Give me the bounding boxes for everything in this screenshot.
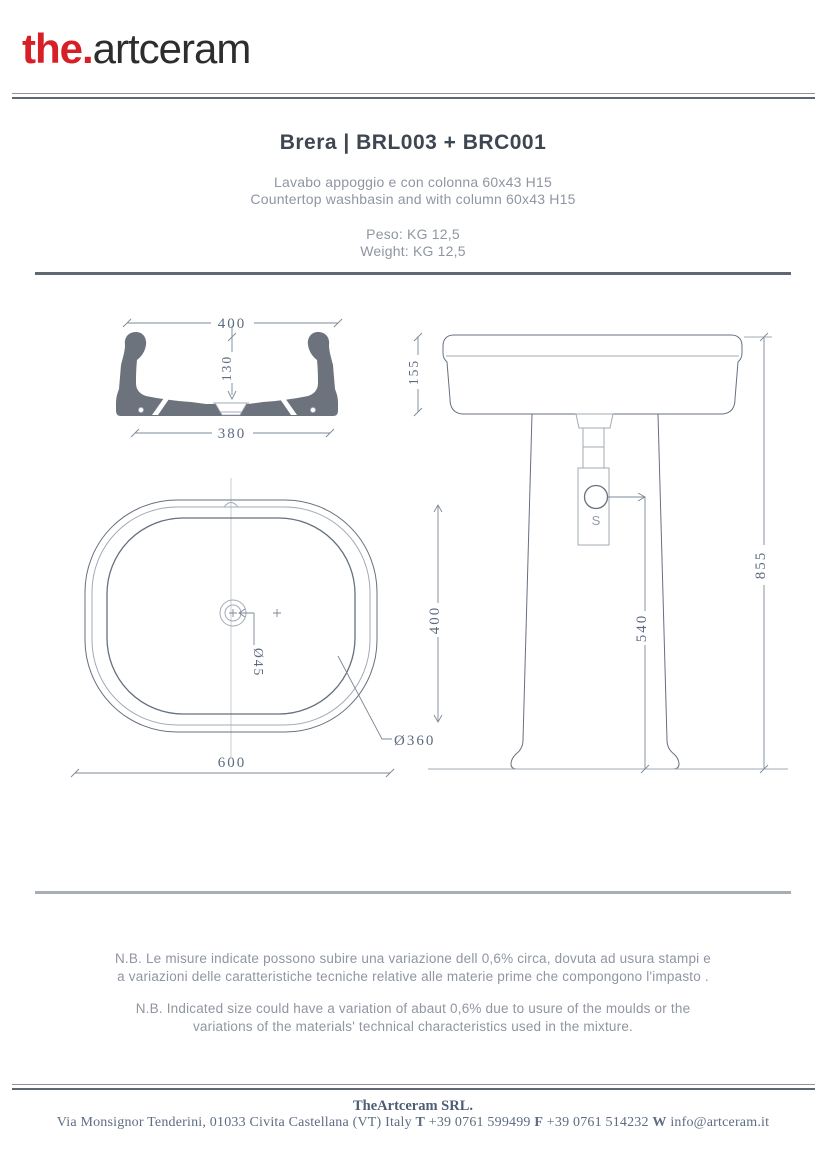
section-divider-bottom xyxy=(35,891,791,894)
footer-tel-value: +39 0761 599499 xyxy=(428,1115,531,1130)
product-subtitle-it: Lavabo appoggio e con colonna 60x43 H15 xyxy=(274,174,552,190)
front-pedestal-outline xyxy=(511,414,679,769)
dim-label-d45: Ø45 xyxy=(251,648,266,678)
note-it-line1: N.B. Le misure indicate possono subire una variazione dell 0,6% circa, dovuta ad usura stampi e xyxy=(114,951,712,966)
product-title: Brera | BRL003 + BRC001 xyxy=(279,131,547,154)
brand-logo xyxy=(22,25,251,72)
section-foot-notch-left xyxy=(138,407,143,412)
footer-fax-value: +39 0761 514232 xyxy=(546,1115,649,1130)
front-siphon-circle xyxy=(585,486,608,509)
dim-top-drain-diameter xyxy=(239,609,266,677)
footer-company: TheArtceram SRL. xyxy=(352,1098,473,1114)
note-en-line2: variations of the materials' technical characteristics used in the mixture. xyxy=(192,1019,633,1034)
product-subtitle-en: Countertop washbasin and with column 60x43 H15 xyxy=(250,191,576,207)
dim-label-400-top: 400 xyxy=(217,316,247,332)
dim-label-380: 380 xyxy=(217,426,247,442)
dim-label-155: 155 xyxy=(406,358,421,386)
front-basin-outline xyxy=(443,335,742,414)
dim-label-d360: Ø360 xyxy=(394,733,436,749)
note-it-line2: a variazioni delle caratteristiche tecniche relative alle materie prime che compongono l'impasto . xyxy=(117,969,709,984)
brand-logo-the: the. xyxy=(22,25,93,72)
top-view xyxy=(71,478,435,777)
footer-fax-label: F xyxy=(534,1115,544,1130)
footer-email: info@artceram.it xyxy=(670,1115,770,1130)
section-view xyxy=(116,316,342,442)
dim-front-total-height xyxy=(744,333,772,773)
dim-section-inner-height xyxy=(219,326,236,399)
dim-label-130: 130 xyxy=(219,354,234,382)
footer-web-label: W xyxy=(652,1115,667,1130)
product-weight-en: Weight: KG 12,5 xyxy=(360,243,466,259)
dim-front-clearance xyxy=(427,505,443,722)
technical-drawings xyxy=(30,295,800,800)
footer-street: Via Monsignor Tenderini, 01033 Civita Castellana (VT) Italy xyxy=(56,1115,412,1130)
front-drain-pipe xyxy=(583,428,604,468)
section-foot-notch-right xyxy=(310,407,315,412)
note-en-line1: N.B. Indicated size could have a variation of abaut 0,6% due to usure of the moulds or the xyxy=(135,1001,691,1016)
dim-label-400-front: 400 xyxy=(427,605,443,635)
dim-front-basin-height xyxy=(406,333,422,416)
siphon-label: S xyxy=(591,513,601,528)
dim-label-600: 600 xyxy=(217,755,247,771)
front-view xyxy=(406,333,788,773)
top-center-mark xyxy=(273,609,281,617)
front-siphon-body xyxy=(578,468,609,545)
product-weight-it: Peso: KG 12,5 xyxy=(366,226,460,242)
dim-front-siphon-height xyxy=(608,493,650,773)
brand-logo-artceram: artceram xyxy=(92,25,251,72)
dim-section-top-width xyxy=(123,316,342,332)
footer-tel-label: T xyxy=(415,1115,426,1130)
top-drain-crosshair xyxy=(229,609,237,617)
dim-section-bottom-width xyxy=(131,426,334,442)
header-divider xyxy=(12,93,815,99)
dim-label-540: 540 xyxy=(634,613,650,643)
footer-address xyxy=(0,1115,826,1131)
footer-divider xyxy=(12,1084,815,1090)
dim-top-overall-width xyxy=(71,755,394,777)
dim-label-855: 855 xyxy=(753,550,769,580)
front-drain-collar xyxy=(576,414,613,428)
section-divider-top xyxy=(35,272,791,275)
